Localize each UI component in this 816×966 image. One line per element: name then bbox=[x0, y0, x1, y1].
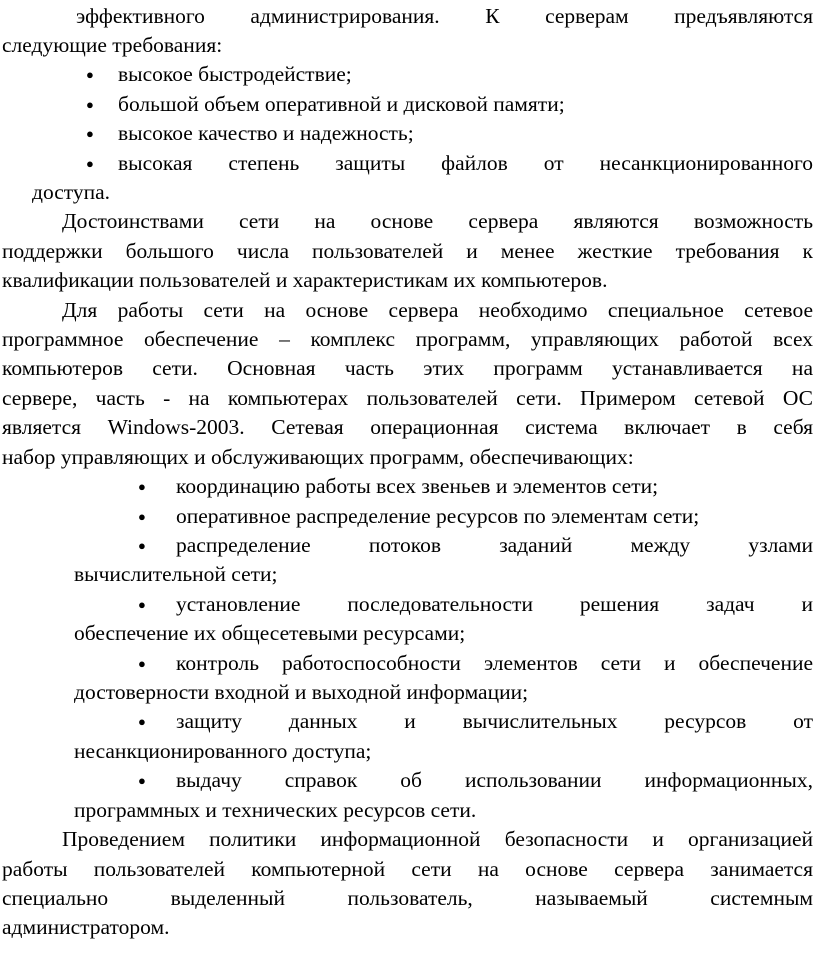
bullet-icon: ● bbox=[86, 97, 94, 112]
bullet-icon: ● bbox=[138, 597, 146, 612]
paragraph-line: администратором. bbox=[2, 915, 170, 939]
paragraph-line: компьютеров сети. Основная часть этих программ устанавливается на bbox=[2, 356, 813, 380]
list-item-continuation: достоверности входной и выходной информации; bbox=[74, 680, 529, 704]
bullet-icon: ● bbox=[138, 656, 146, 671]
list-item-continuation: несанкционированного доступа; bbox=[74, 739, 372, 763]
bullet-icon: ● bbox=[138, 714, 146, 729]
paragraph-line: набор управляющих и обслуживающих программ, обеспечивающих: bbox=[2, 445, 634, 469]
list-item: распределение потоков заданий между узлами bbox=[176, 533, 813, 557]
list-item-continuation: доступа. bbox=[32, 180, 111, 204]
bullet-icon: ● bbox=[138, 538, 146, 553]
bullet-icon: ● bbox=[86, 67, 94, 82]
paragraph-line: квалификации пользователей и характеристикам их компьютеров. bbox=[2, 268, 608, 292]
list-item: установление последовательности решения задач и bbox=[176, 592, 813, 616]
list-item: контроль работоспособности элементов сети и обеспечение bbox=[176, 651, 813, 675]
list-item-continuation: обеспечение их общесетевыми ресурсами; bbox=[74, 621, 466, 645]
list-item: оперативное распределение ресурсов по элементам сети; bbox=[176, 504, 700, 528]
paragraph-line: специально выделенный пользователь, называемый системным bbox=[2, 886, 813, 910]
list-item: высокая степень защиты файлов от несанкционированного bbox=[118, 151, 813, 175]
text-line: эффективного администрирования. К серверам предъявляются bbox=[76, 4, 813, 28]
bullet-icon: ● bbox=[138, 509, 146, 524]
list-item-continuation: вычислительной сети; bbox=[74, 562, 278, 586]
bullet-icon: ● bbox=[86, 156, 94, 171]
paragraph-line: сервере, часть - на компьютерах пользователей сети. Примером сетевой ОС bbox=[2, 386, 813, 410]
paragraph-line: поддержки большого числа пользователей и менее жесткие требования к bbox=[2, 239, 813, 263]
bullet-icon: ● bbox=[86, 126, 94, 141]
list-item: защиту данных и вычислительных ресурсов от bbox=[176, 709, 813, 733]
bullet-icon: ● bbox=[138, 773, 146, 788]
paragraph-line: Для работы сети на основе сервера необходимо специальное сетевое bbox=[62, 298, 813, 322]
list-item: выдачу справок об использовании информационных, bbox=[176, 768, 813, 792]
paragraph-line: работы пользователей компьютерной сети на основе сервера занимается bbox=[2, 857, 813, 881]
paragraph-line: Достоинствами сети на основе сервера являются возможность bbox=[62, 209, 813, 233]
paragraph-line: программное обеспечение – комплекс программ, управляющих работой всех bbox=[2, 327, 813, 351]
list-item-continuation: программных и технических ресурсов сети. bbox=[74, 798, 477, 822]
list-item: высокое быстродействие; bbox=[118, 62, 352, 86]
list-item: высокое качество и надежность; bbox=[118, 121, 414, 145]
list-item: координацию работы всех звеньев и элементов сети; bbox=[176, 474, 659, 498]
text-line: следующие требования: bbox=[2, 33, 223, 57]
list-item: большой объем оперативной и дисковой памяти; bbox=[118, 92, 565, 116]
paragraph-line: является Windows-2003. Сетевая операционная система включает в себя bbox=[2, 415, 813, 439]
bullet-icon: ● bbox=[138, 479, 146, 494]
paragraph-line: Проведением политики информационной безопасности и организацией bbox=[62, 827, 813, 851]
